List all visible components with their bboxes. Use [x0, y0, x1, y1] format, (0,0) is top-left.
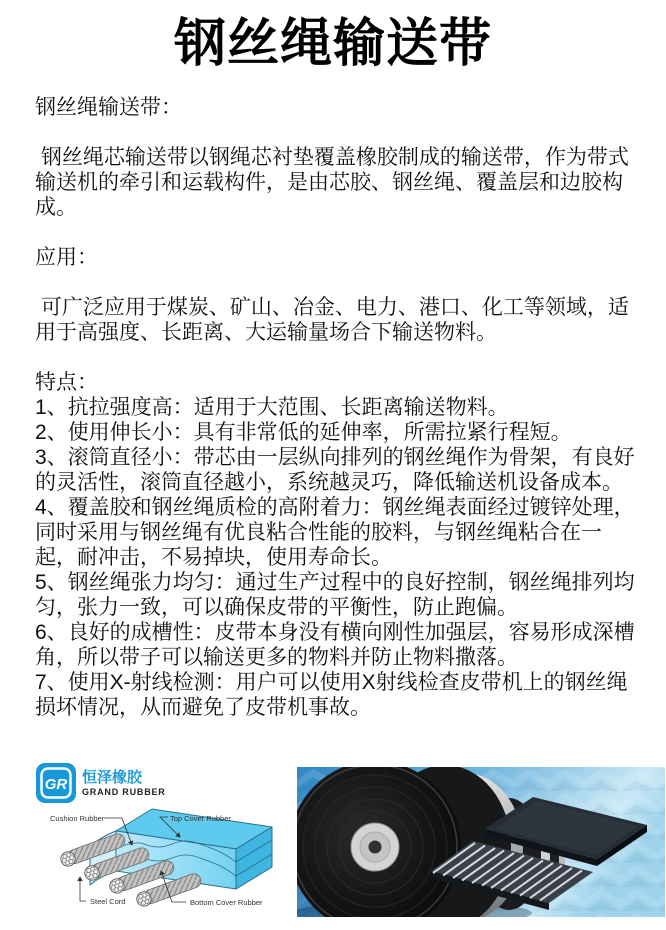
bottom-cover-rubber-label: Bottom Cover Rubber — [190, 898, 263, 907]
feature-item: 2、使用伸长小：具有非常低的延伸率，所需拉紧行程短。 — [35, 421, 572, 445]
grand-rubber-logo — [36, 763, 166, 803]
application-paragraph: 可广泛应用于煤炭、矿山、冶金、电力、港口、化工等领域，适用于高强度、长距离、大运输量场合下输送物料。 — [35, 296, 629, 345]
belt-rolls-illustration — [297, 767, 665, 917]
application-label: 应用： — [35, 246, 98, 270]
feature-item: 7、使用X-射线检测：用户可以使用X射线检查皮带机上的钢丝绳损坏情况，从而避免了皮带机事故。 — [35, 671, 628, 720]
belt-structure-diagram — [20, 755, 297, 923]
article-body — [0, 95, 666, 720]
features-label: 特点： — [35, 371, 98, 395]
feature-item: 3、滚筒直径小：带芯由一层纵向排列的钢丝绳作为骨架，有良好的灵活性，滚筒直径越小，系统越灵巧，降低输送机设备成本。 — [35, 446, 635, 495]
brand-name-en: GRAND RUBBER — [82, 787, 166, 797]
footer-images — [0, 755, 666, 930]
steel-cord-label: Steel Cord — [90, 897, 126, 906]
intro-label: 钢丝绳输送带： — [35, 96, 182, 120]
intro-paragraph: 钢丝绳芯输送带以钢绳芯衬垫覆盖橡胶制成的输送带，作为带式输送机的牵引和运载构件，是由芯胶、钢丝绳、覆盖层和边胶构成。 — [35, 146, 629, 220]
feature-item: 4、覆盖胶和钢丝绳质检的高附着力：钢丝绳表面经过镀锌处理，同时采用与钢丝绳有优良粘合性能的胶料，与钢丝绳粘合在一起，耐冲击，不易掉块，使用寿命长。 — [35, 496, 635, 570]
logo-gr-monogram: GR — [44, 776, 68, 793]
features-list — [35, 370, 640, 720]
page-title: 钢丝绳输送带 — [173, 15, 492, 73]
conveyor-belt-photo — [297, 767, 665, 917]
belt-diagram-illustration — [20, 755, 297, 923]
feature-item: 5、钢丝绳张力均匀：通过生产过程中的良好控制，钢丝绳排列均匀，张力一致，可以确保皮带的平衡性，防止跑偏。 — [35, 571, 635, 620]
cushion-rubber-label: Cushion Rubber — [50, 814, 105, 823]
feature-item: 1、抗拉强度高：适用于大范围、长距离输送物料。 — [35, 396, 509, 420]
top-cover-rubber-label: Top Cover Rubber — [170, 814, 231, 823]
feature-item: 6、良好的成槽性：皮带本身没有横向刚性加强层，容易形成深槽角，所以带子可以输送更多的物料并防止物料撒落。 — [35, 621, 635, 670]
brand-name-cn: 恒泽橡胶 — [82, 769, 143, 786]
